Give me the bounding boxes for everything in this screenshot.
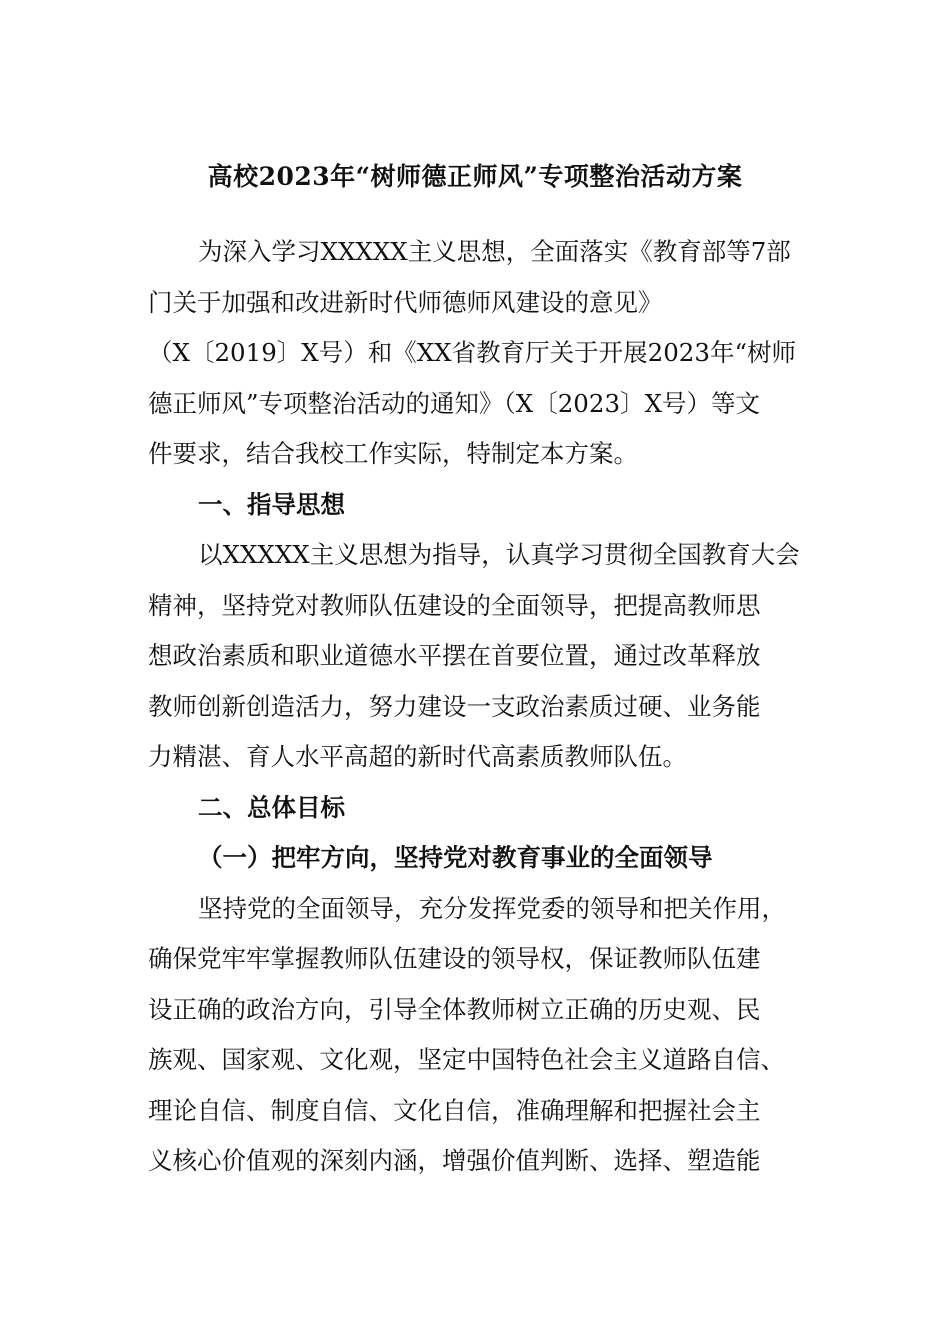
paragraph-line: 想政治素质和职业道德水平摆在首要位置，通过改革释放 — [148, 641, 761, 670]
paragraph-line: 设正确的政治方向，引导全体教师树立正确的历史观、民 — [148, 995, 761, 1024]
paragraph-line: 以XXXXX主义思想为指导，认真学习贯彻全国教育大会 — [198, 540, 800, 569]
paragraph-line: 义核心价值观的深刻内涵，增强价值判断、选择、塑造能 — [148, 1146, 761, 1175]
paragraph-line: （X〔2019〕X号）和《XX省教育厅关于开展2023年“树师 — [148, 338, 796, 367]
section-heading: （一）把牢方向，坚持党对教育事业的全面领导 — [198, 843, 713, 872]
paragraph-line: 德正师风”专项整治活动的通知》（X〔2023〕X号）等文 — [148, 389, 761, 418]
paragraph-line: 坚持党的全面领导，充分发挥党委的领导和把关作用， — [198, 894, 786, 923]
section-heading: 一、指导思想 — [198, 490, 345, 519]
paragraph-line: 件要求，结合我校工作实际，特制定本方案。 — [148, 439, 638, 468]
section-heading: 二、总体目标 — [198, 793, 345, 822]
paragraph-line: 精神，坚持党对教师队伍建设的全面领导，把提高教师思 — [148, 591, 761, 620]
paragraph-line: 族观、国家观、文化观，坚定中国特色社会主义道路自信、 — [148, 1045, 785, 1074]
paragraph-line: 为深入学习XXXXX主义思想，全面落实《教育部等7部 — [198, 237, 791, 266]
paragraph-line: 门关于加强和改进新时代师德师风建设的意见》 — [148, 288, 663, 317]
paragraph-line: 教师创新创造活力，努力建设一支政治素质过硬、业务能 — [148, 692, 761, 721]
document-title: 高校2023年“树师德正师风”专项整治活动方案 — [207, 162, 743, 191]
paragraph-line: 确保党牢牢掌握教师队伍建设的领导权，保证教师队伍建 — [148, 944, 761, 973]
paragraph-line: 力精湛、育人水平高超的新时代高素质教师队伍。 — [148, 742, 687, 771]
paragraph-line: 理论自信、制度自信、文化自信，准确理解和把握社会主 — [148, 1096, 761, 1125]
